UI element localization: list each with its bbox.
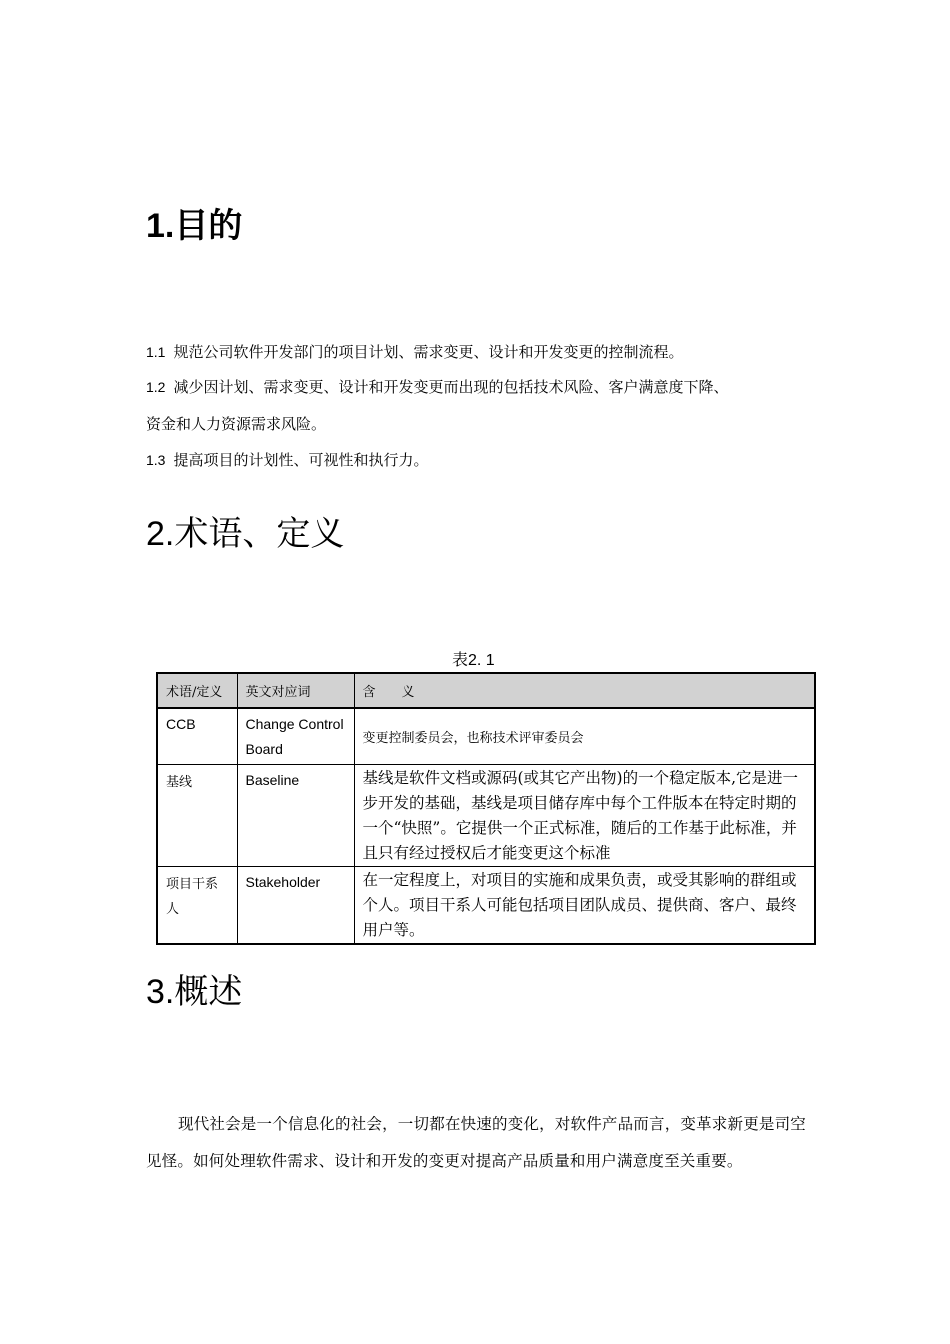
item-1-2-number: 1.2	[146, 379, 166, 395]
section-2-heading	[146, 514, 344, 554]
section-3-heading	[146, 972, 242, 1012]
row-ccb-meaning: 变更控制委员会，也称技术评审委员会	[354, 708, 815, 764]
row-ccb-term: CCB	[157, 708, 237, 764]
item-1-3-number: 1.3	[146, 452, 166, 468]
section-3-title: 概述	[174, 972, 243, 1012]
item-1-1-text: 规范公司软件开发部门的项目计划、需求变更、设计和开发变更的控制流程。	[173, 343, 684, 361]
table-caption-prefix: 表	[452, 650, 469, 669]
row-baseline-term: 基线	[157, 764, 237, 866]
row-stakeholder-english: Stakeholder	[237, 866, 354, 944]
section-1-number: 1.	[146, 207, 175, 245]
section-2-number: 2.	[146, 515, 175, 553]
terms-table	[156, 672, 816, 945]
table-row	[157, 708, 815, 764]
row-baseline-meaning: 基线是软件文档或源码(或其它产出物)的一个稳定版本,它是进一步开发的基础，基线是项目储存库中每个工件版本在特定时期的一个“快照”。它提供一个正式标准，随后的工作基于此标准，并且只有经过授权后才能变更这个标准	[354, 764, 815, 866]
item-1-2-text-cont: 资金和人力资源需求风险。	[146, 415, 327, 433]
row-ccb-english: Change Control Board	[237, 708, 354, 764]
item-1-1-number: 1.1	[146, 344, 166, 360]
header-meaning: 含 义	[354, 673, 815, 708]
section-1-heading	[146, 206, 242, 246]
header-english: 英文对应词	[237, 673, 354, 708]
item-1-2-continuation	[146, 414, 326, 434]
table-row	[157, 866, 815, 944]
table-caption	[452, 650, 495, 671]
table-header-row	[157, 673, 815, 708]
table-caption-number: 2. 1	[468, 652, 495, 669]
item-1-2	[146, 377, 728, 397]
section-3-number: 3.	[146, 973, 175, 1011]
row-stakeholder-term: 项目干系人	[157, 866, 237, 944]
item-1-1	[146, 342, 683, 362]
section-1-title: 目的	[174, 206, 243, 246]
table-row	[157, 764, 815, 866]
item-1-3	[146, 450, 428, 470]
item-1-2-text: 减少因计划、需求变更、设计和开发变更而出现的包括技术风险、客户满意度下降、	[173, 378, 729, 396]
item-1-3-text: 提高项目的计划性、可视性和执行力。	[173, 451, 429, 469]
row-stakeholder-meaning: 在一定程度上，对项目的实施和成果负责，或受其影响的群组或个人。项目干系人可能包括项目团队成员、提供商、客户、最终用户等。	[354, 866, 815, 944]
section-3-paragraph: 现代社会是一个信息化的社会，一切都在快速的变化，对软件产品而言，变革求新更是司空见怪。如何处理软件需求、设计和开发的变更对提高产品质量和用户满意度至关重要。	[146, 1115, 807, 1170]
section-2-title: 术语、定义	[174, 514, 345, 554]
row-baseline-english: Baseline	[237, 764, 354, 866]
header-term: 术语/定义	[157, 673, 237, 708]
